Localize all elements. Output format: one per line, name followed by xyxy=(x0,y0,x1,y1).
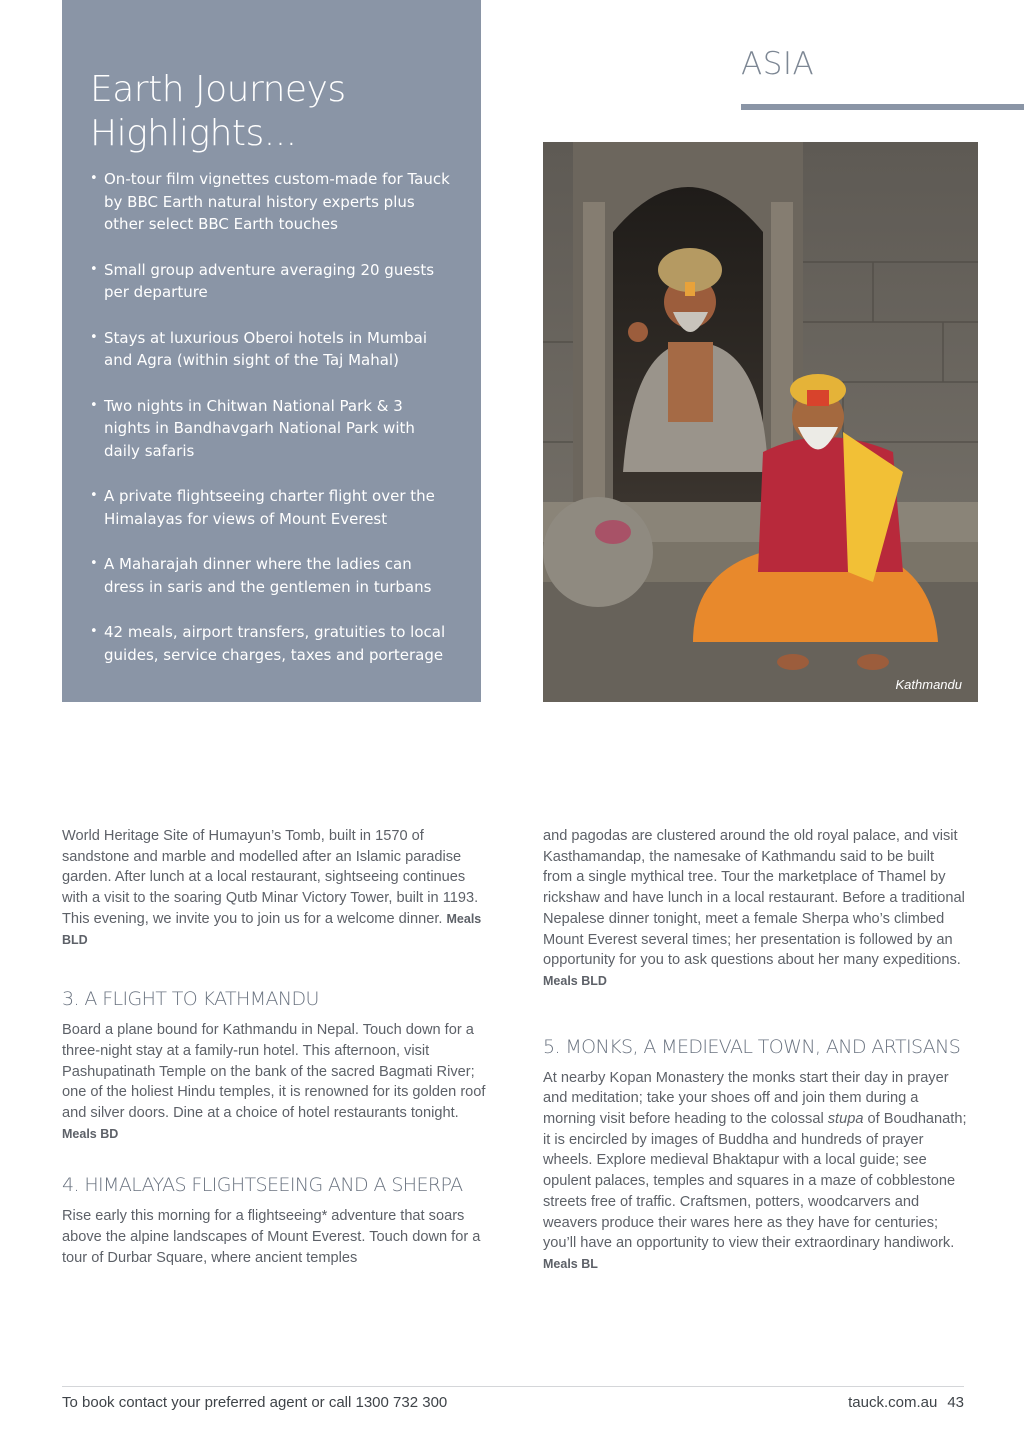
highlights-panel xyxy=(62,0,481,702)
day3-heading: 3. A FLIGHT TO KATHMANDU xyxy=(62,988,319,1011)
highlight-item: • Two nights in Chitwan National Park & 3 nights in Bandhavgarh National Park with daily safaris xyxy=(90,395,451,463)
day2-text: World Heritage Site of Humayun’s Tomb, built in 1570 of sandstone and marble and modelled after an Islamic paradise garden. After lunch at a local restaurant, sightseeing continues with a visit to the soaring Qutb Minar Victory Tower, built in 1193. This evening, we invite you to join us for a welcome dinner. xyxy=(62,828,479,927)
highlight-item: • Stays at luxurious Oberoi hotels in Mumbai and Agra (within sight of the Taj Mahal) xyxy=(90,327,451,372)
region-divider xyxy=(741,104,1024,110)
day3-paragraph xyxy=(62,1020,486,1144)
day5-heading: 5. MONKS, A MEDIEVAL TOWN, AND ARTISANS xyxy=(543,1035,961,1058)
left-column xyxy=(62,826,486,1269)
day5-paragraph xyxy=(543,1068,967,1275)
kathmandu-photo xyxy=(543,142,978,702)
day5-text-b: of Boudhanath; it is encircled by images of Buddha and hundreds of prayer wheels. Explore medieval Bhaktapur with a local guide; see opulent palaces, temples and squares in a maze of cobblestone streets free of traffic. Craftsmen, potters, woodcarvers and weavers produce their wares here as they have for centuries; you’ll have an opportunity to view their extraordinary handiwork. xyxy=(543,1111,967,1252)
day4-heading: 4. HIMALAYAS FLIGHTSEEING AND A SHERPA xyxy=(62,1174,463,1197)
day2-continued-text xyxy=(62,826,486,950)
meals-label: Meals BD xyxy=(62,1126,119,1141)
day4-continued-text: and pagodas are clustered around the old royal palace, and visit Kasthamandap, the namesake of Kathmandu said to be built from a single mythical tree. Tour the marketplace of Thamel by rickshaw and have lunch in a local restaurant. Before a traditional Nepalese dinner tonight, meet a female Sherpa who’s climbed Mount Everest several times; her presentation is followed by an opportunity for you to ask questions about her many expeditions. xyxy=(543,828,965,969)
day4-continued-paragraph xyxy=(543,826,967,992)
footer-website: tauck.com.au xyxy=(848,1394,938,1411)
day5-text-emphasis: stupa xyxy=(827,1111,864,1128)
highlights-list xyxy=(90,168,451,666)
meals-label: Meals BLD xyxy=(62,911,482,947)
highlights-title xyxy=(90,68,451,156)
footer-contact: To book contact your preferred agent or call 1300 732 300 xyxy=(62,1394,448,1411)
footer-right xyxy=(848,1394,964,1411)
meals-label: Meals BL xyxy=(543,1256,598,1271)
sadhus-illustration xyxy=(543,142,978,702)
highlight-item: • A private flightseeing charter flight over the Himalayas for views of Mount Everest xyxy=(90,485,451,530)
highlights-title-line1: Earth Journeys xyxy=(90,69,346,110)
right-column xyxy=(543,826,967,1275)
region-label: ASIA xyxy=(741,46,815,82)
day5-text-a: At nearby Kopan Monastery the monks start their day in prayer and meditation; take your shoes off and join them during a morning visit before heading to the colossal xyxy=(543,1069,949,1128)
highlights-title-line2: Highlights... xyxy=(90,113,297,154)
footer-divider xyxy=(62,1386,964,1387)
meals-label: Meals BLD xyxy=(543,973,607,988)
highlight-item: • A Maharajah dinner where the ladies can dress in saris and the gentlemen in turbans xyxy=(90,553,451,598)
highlight-item: • Small group adventure averaging 20 guests per departure xyxy=(90,259,451,304)
highlight-item: • 42 meals, airport transfers, gratuities to local guides, service charges, taxes and porterage xyxy=(90,621,451,666)
day4-text: Rise early this morning for a flightseeing* adventure that soars above the alpine landscapes of Mount Everest. Touch down for a tour of Durbar Square, where ancient temples xyxy=(62,1208,481,1266)
photo-caption: Kathmandu xyxy=(895,677,962,692)
day3-text: Board a plane bound for Kathmandu in Nepal. Touch down for a three-night stay at a family-run hotel. This afternoon, visit Pashupatinath Temple on the bank of the sacred Bagmati River; one of the holiest Hindu temples, it is renowned for its golden roof and silver doors. Dine at a choice of hotel restaurants tonight. xyxy=(62,1022,486,1122)
page-number: 43 xyxy=(947,1394,964,1411)
highlight-item: • On-tour film vignettes custom-made for Tauck by BBC Earth natural history experts plus other select BBC Earth touches xyxy=(90,168,451,236)
